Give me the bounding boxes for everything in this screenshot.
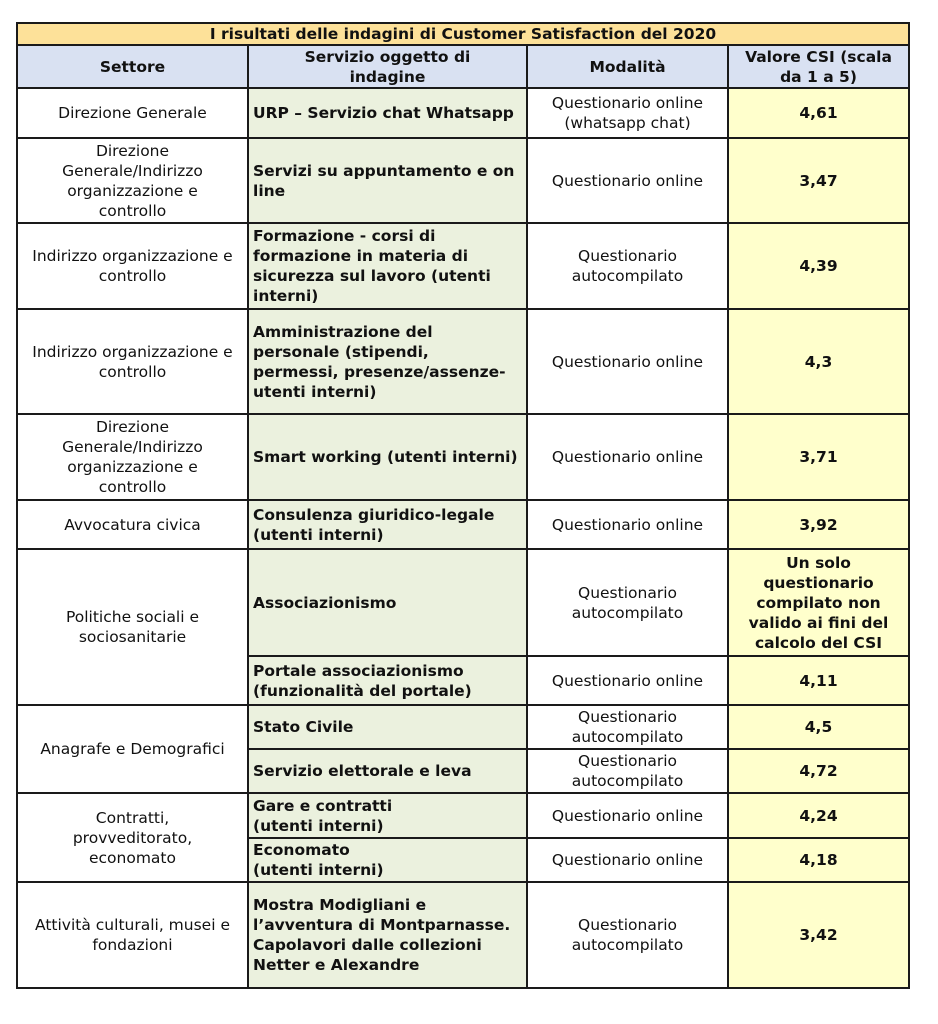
sector-text: Contratti, provveditorato, economato [72,808,193,867]
sector-cell: Direzione Generale [17,88,248,138]
csi-value-cell: 4,61 [728,88,909,138]
mode-cell: Questionario online [527,309,728,414]
csi-value-cell: 3,92 [728,500,909,549]
mode-cell: Questionario online [527,500,728,549]
csi-value-cell: 3,71 [728,414,909,500]
service-cell: Smart working (utenti interni) [248,414,527,500]
csi-results-table [16,22,910,989]
sector-text: Direzione Generale/Indirizzo organizzazione e controllo [62,418,203,496]
csi-value-cell: 4,5 [728,705,909,749]
service-cell [248,309,527,414]
mode-cell [527,549,728,656]
sector-cell: Indirizzo organizzazione e controllo [17,223,248,309]
sector-text: Direzione Generale/Indirizzo organizzazione e controllo [62,141,203,220]
table-row [17,414,909,500]
csi-value-cell: 4,3 [728,309,909,414]
csi-value-cell: 4,11 [728,656,909,705]
mode-cell [527,705,728,749]
table-row [17,882,909,988]
header-sector: Settore [17,45,248,88]
csi-value-cell: 4,18 [728,838,909,882]
sector-cell: Indirizzo organizzazione e controllo [17,309,248,414]
sector-text: Politiche sociali e sociosanitarie [65,608,200,646]
sector-cell [17,549,248,705]
service-text: Economato (utenti interni) [253,841,384,879]
service-cell: Formazione - corsi di formazione in materia di sicurezza sul lavoro (utenti interni) [248,223,527,309]
csi-value-cell: 3,47 [728,138,909,223]
mode-text: Questionario autocompilato [571,708,684,746]
mode-text: Questionario autocompilato [571,247,684,285]
service-cell: Portale associazionismo (funzionalità del portale) [248,656,527,705]
table-row [17,223,909,309]
header-service [248,45,527,88]
table-row [17,309,909,414]
table-row [17,793,909,838]
mode-cell: Questionario online [527,793,728,838]
service-cell: Associazionismo [248,549,527,656]
mode-cell [527,88,728,138]
mode-text: Questionario autocompilato [571,583,684,622]
table-row [17,500,909,549]
mode-text: Questionario autocompilato [571,916,684,954]
header-mode: Modalità [527,45,728,88]
csi-value-cell: 3,42 [728,882,909,988]
table-row [17,138,909,223]
table-row [17,705,909,749]
service-cell: Servizi su appuntamento e on line [248,138,527,223]
mode-cell: Questionario online [527,414,728,500]
mode-cell [527,223,728,309]
mode-cell: Questionario online [527,838,728,882]
sector-cell [17,138,248,223]
mode-cell [527,749,728,793]
table-row [17,88,909,138]
sector-cell: Anagrafe e Demografici [17,705,248,793]
mode-text: Questionario autocompilato [571,752,684,790]
service-cell [248,838,527,882]
service-text: Gare e contratti (utenti interni) [253,796,393,835]
mode-cell: Questionario online [527,138,728,223]
service-text: Amministrazione del personale (stipendi, permessi, presenze/assenze-utenti interni) [253,322,506,401]
table-title: I risultati delle indagini di Customer Satisfaction del 2020 [17,23,909,45]
header-service-text: Servizio oggetto di indagine [304,47,471,86]
header-csi [728,45,909,88]
mode-text: Questionario online (whatsapp chat) [551,94,704,132]
mode-cell: Questionario online [527,656,728,705]
sector-cell: Attività culturali, musei e fondazioni [17,882,248,988]
csi-value-cell: 4,39 [728,223,909,309]
sector-cell: Avvocatura civica [17,500,248,549]
service-cell: Servizio elettorale e leva [248,749,527,793]
service-cell: Stato Civile [248,705,527,749]
service-cell: URP – Servizio chat Whatsapp [248,88,527,138]
csi-value-cell: 4,24 [728,793,909,838]
table-row [17,549,909,656]
sector-cell [17,793,248,882]
service-cell: Mostra Modigliani e l’avventura di Montparnasse. Capolavori dalle collezioni Netter e Alexandre [248,882,527,988]
header-row [17,45,909,88]
mode-cell [527,882,728,988]
service-cell [248,793,527,838]
csi-note-cell: Un solo questionario compilato non valido ai fini del calcolo del CSI [728,549,909,656]
service-cell: Consulenza giuridico-legale (utenti interni) [248,500,527,549]
csi-value-cell: 4,72 [728,749,909,793]
header-csi-text: Valore CSI (scala da 1 a 5) [745,47,892,86]
title-row [17,23,909,45]
sector-cell [17,414,248,500]
